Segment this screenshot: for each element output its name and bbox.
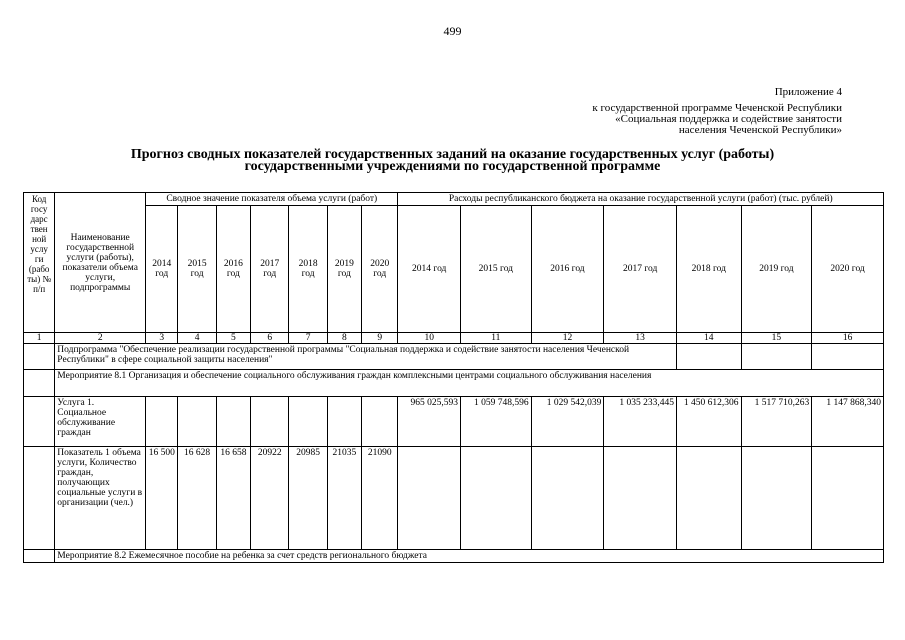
name-header: Наименование государственной услуги (работы), показатели объема услуги, подпрограммы: [55, 193, 146, 333]
column-number: 14: [676, 333, 741, 344]
measure-8-2: Мероприятие 8.2 Ежемесячное пособие на ребенка за счет средств регионального бюджета: [55, 550, 884, 563]
column-number: 15: [741, 333, 812, 344]
measure-8-1: Мероприятие 8.1 Организация и обеспечение социального обслуживания граждан комплексными центрами социального обслуживания населения: [55, 370, 884, 397]
page-number: 499: [443, 24, 462, 38]
indicator-value: 16 500: [146, 447, 178, 550]
column-number: 2: [55, 333, 146, 344]
empty-cell: [676, 447, 741, 550]
year-header: 2018 год: [676, 206, 741, 333]
header-row-groups: [24, 193, 884, 206]
empty-cell: [812, 447, 884, 550]
indicator-value: 20922: [251, 447, 289, 550]
empty-cell: [24, 550, 55, 563]
expense-value: 1 517 710,263: [741, 397, 812, 447]
empty-cell: [24, 397, 55, 447]
year-header: 2019 год: [741, 206, 812, 333]
expense-value: 1 147 868,340: [812, 397, 884, 447]
year-header: 2019 год: [327, 206, 361, 333]
year-header: 2017 год: [604, 206, 677, 333]
year-header: 2014 год: [146, 206, 178, 333]
empty-cell: [24, 370, 55, 397]
empty-cell: [362, 397, 398, 447]
column-number: 1: [24, 333, 55, 344]
column-number: 7: [289, 333, 327, 344]
empty-cell: [327, 397, 361, 447]
title-line-2: государственными учреждениями по государственной программе: [244, 159, 661, 174]
empty-cell: [531, 447, 604, 550]
year-header: 2017 год: [251, 206, 289, 333]
indicator-value: 16 628: [178, 447, 216, 550]
forecast-table: [23, 192, 884, 563]
empty-cell: [741, 447, 812, 550]
indicator-value: 21090: [362, 447, 398, 550]
column-number: 4: [178, 333, 216, 344]
empty-cell: [741, 344, 812, 370]
expense-value: 1 035 233,445: [604, 397, 677, 447]
column-number: 3: [146, 333, 178, 344]
year-header: 2015 год: [461, 206, 532, 333]
title-line-1: Прогноз сводных показателей государственных заданий на оказание государственных услуг (работы): [130, 147, 775, 162]
empty-cell: [289, 397, 327, 447]
subprogram-title: Подпрограмма "Обеспечение реализации государственной программы "Социальная поддержка и содействие занятости населения Чеченской Республики" в сфере социальной защиты населения": [55, 344, 677, 370]
empty-cell: [146, 397, 178, 447]
expense-value: 965 025,593: [398, 397, 461, 447]
column-number: 13: [604, 333, 677, 344]
column-number: 5: [216, 333, 250, 344]
year-header: 2020 год: [362, 206, 398, 333]
expense-value: 1 450 612,306: [676, 397, 741, 447]
year-header: 2015 год: [178, 206, 216, 333]
empty-cell: [24, 344, 55, 370]
empty-cell: [398, 447, 461, 550]
column-number: 9: [362, 333, 398, 344]
year-header: 2016 год: [216, 206, 250, 333]
indicator-row: [24, 447, 884, 550]
code-header: Код госу дарс твен ной услу ги (рабо ты) № п/п: [24, 193, 55, 333]
indicator-value: 16 658: [216, 447, 250, 550]
indicator-value: 21035: [327, 447, 361, 550]
year-header: 2020 год: [812, 206, 884, 333]
appendix-line: «Социальная поддержка и содействие занятости: [615, 113, 842, 125]
column-number: 16: [812, 333, 884, 344]
header-row-years: [24, 206, 884, 333]
year-header: 2016 год: [531, 206, 604, 333]
indicator-name: Показатель 1 объема услуги, Количество граждан, получающих социальные услуги в организации (чел.): [55, 447, 146, 550]
column-number-row: [24, 333, 884, 344]
empty-cell: [251, 397, 289, 447]
service-row: [24, 397, 884, 447]
empty-cell: [24, 447, 55, 550]
year-header: 2018 год: [289, 206, 327, 333]
year-header: 2014 год: [398, 206, 461, 333]
empty-cell: [812, 344, 884, 370]
empty-cell: [676, 344, 741, 370]
subprogram-row: [24, 344, 884, 370]
column-number: 8: [327, 333, 361, 344]
expense-value: 1 029 542,039: [531, 397, 604, 447]
empty-cell: [461, 447, 532, 550]
appendix-reference: [592, 103, 842, 136]
appendix-title: Приложение 4: [774, 86, 842, 98]
column-number: 10: [398, 333, 461, 344]
empty-cell: [604, 447, 677, 550]
measure-row: [24, 370, 884, 397]
document-title: [0, 149, 905, 173]
volume-group-header: Сводное значение показателя объема услуги (работ): [146, 193, 398, 206]
appendix-line: к государственной программе Чеченской Республики: [592, 102, 842, 114]
column-number: 11: [461, 333, 532, 344]
indicator-value: 20985: [289, 447, 327, 550]
service-name: Услуга 1. Социальное обслуживание граждан: [55, 397, 146, 447]
empty-cell: [178, 397, 216, 447]
expense-value: 1 059 748,596: [461, 397, 532, 447]
expense-group-header: Расходы республиканского бюджета на оказание государственной услуги (работ) (тыс. рублей): [398, 193, 884, 206]
measure-row: [24, 550, 884, 563]
column-number: 6: [251, 333, 289, 344]
empty-cell: [216, 397, 250, 447]
column-number: 12: [531, 333, 604, 344]
appendix-line: населения Чеченской Республики»: [678, 124, 842, 136]
